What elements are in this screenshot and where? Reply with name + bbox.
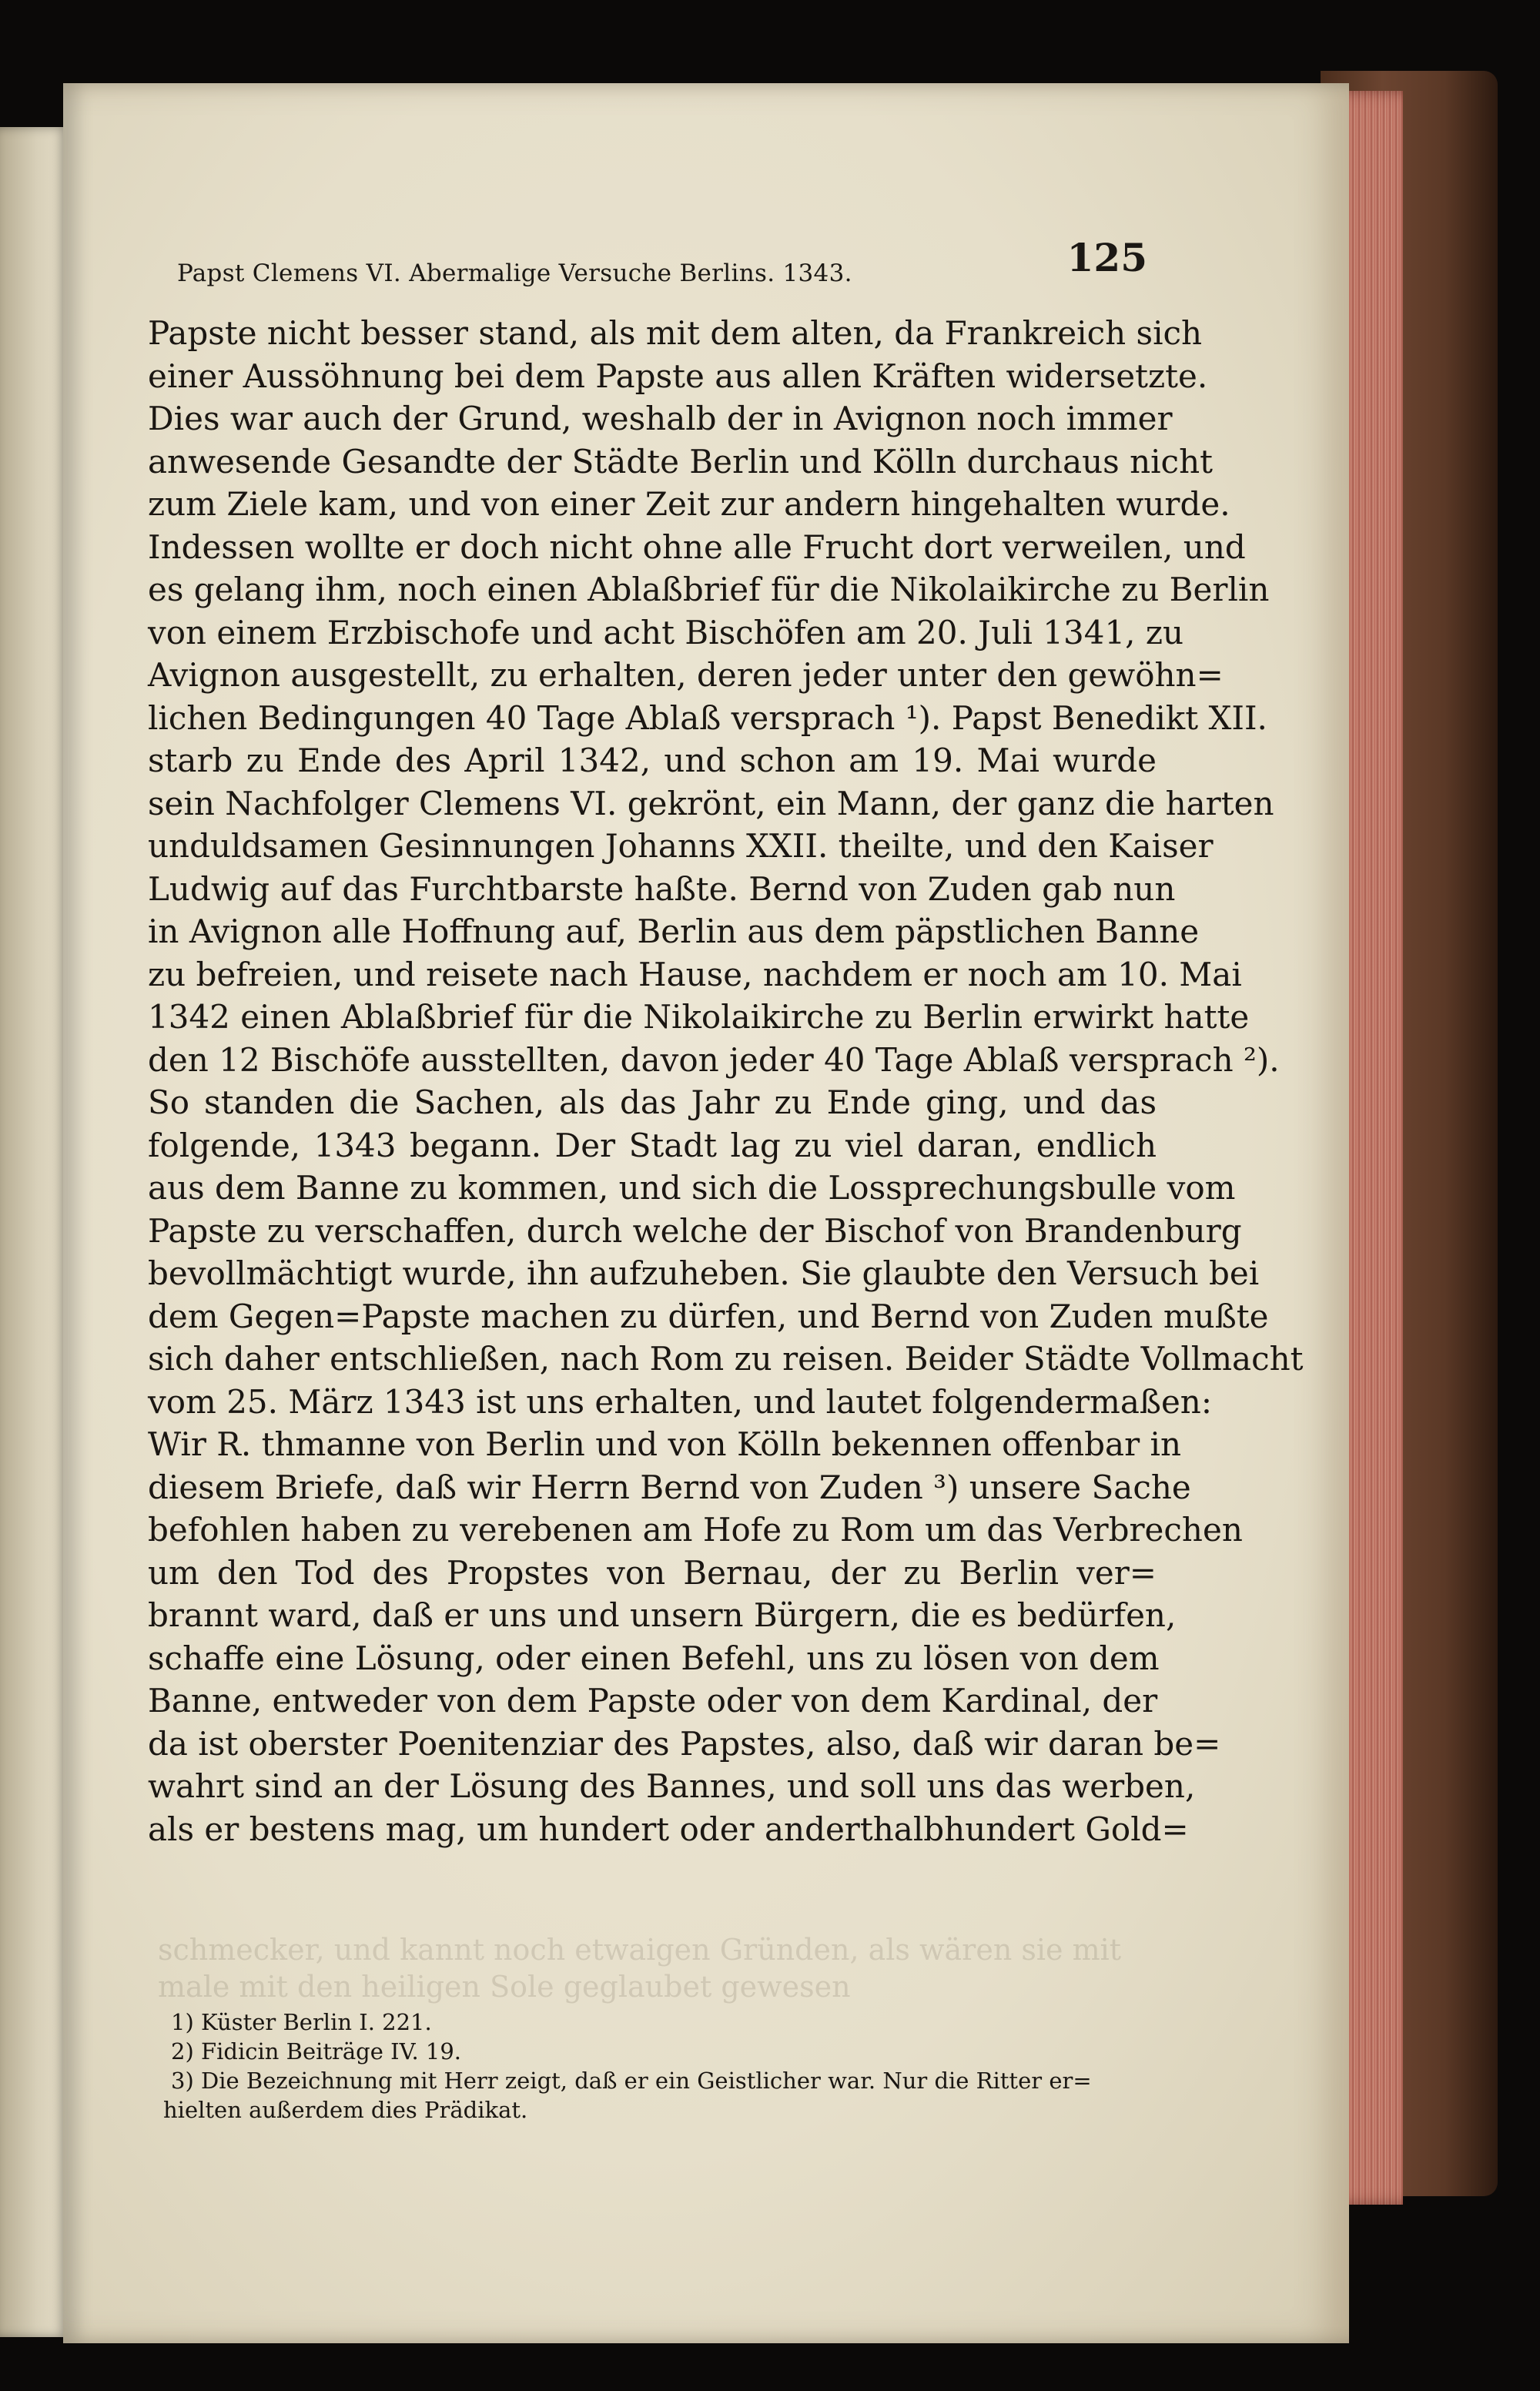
text-line: es gelang ihm, noch einen Ablaßbrief für die Nikolaikirche zu Berlin	[148, 571, 1270, 608]
text-line: So standen die Sachen, als das Jahr zu Ende ging, und das	[148, 1083, 1157, 1121]
text-line: um den Tod des Propstes von Bernau, der zu Berlin ver=	[148, 1553, 1157, 1592]
bleed-line: male mit den heiligen Sole geglaubet gewesen	[158, 1970, 851, 2004]
text-line: Dies war auch der Grund, weshalb der in Avignon noch immer	[148, 400, 1173, 437]
text-line: in Avignon alle Hoffnung auf, Berlin aus dem päpstlichen Banne	[148, 913, 1200, 950]
text-line: zu befreien, und reisete nach Hause, nachdem er noch am 10. Mai	[148, 955, 1242, 993]
text-line: schaffe eine Lösung, oder einen Befehl, uns zu lösen von dem	[148, 1639, 1160, 1677]
text-line: brannt ward, daß er uns und unsern Bürgern, die es bedürfen,	[148, 1596, 1177, 1634]
text-line: folgende, 1343 begann. Der Stadt lag zu viel daran, endlich	[148, 1126, 1157, 1164]
text-line: anwesende Gesandte der Städte Berlin und Kölln durchaus nicht	[148, 442, 1214, 481]
text-line: befohlen haben zu verebenen am Hofe zu Rom um das Verbrechen	[148, 1511, 1243, 1549]
text-line: einer Aussöhnung bei dem Papste aus allen Kräften widersetzte.	[148, 357, 1208, 395]
body-text	[148, 312, 1304, 1850]
footnote: 1) Küster Berlin I. 221.	[171, 2009, 432, 2035]
left-page-edge	[0, 127, 68, 2337]
running-head: Papst Clemens VI. Abermalige Versuche Berlins. 1343.	[177, 260, 852, 287]
text-line: von einem Erzbischofe und acht Bischöfen am 20. Juli 1341, zu	[148, 613, 1184, 651]
footnote: 3) Die Bezeichnung mit Herr zeigt, daß er ein Geistlicher war. Nur die Ritter er=	[171, 2068, 1092, 2094]
text-line: sein Nachfolger Clemens VI. gekrönt, ein Mann, der ganz die harten	[148, 784, 1274, 822]
footnote: hielten außerdem dies Prädikat.	[163, 2097, 528, 2123]
text-line: vom 25. März 1343 ist uns erhalten, und lautet folgendermaßen:	[148, 1382, 1213, 1421]
text-line: zum Ziele kam, und von einer Zeit zur andern hingehalten wurde.	[148, 485, 1230, 523]
text-line: unduldsamen Gesinnungen Johanns XXII. theilte, und den Kaiser	[148, 827, 1214, 865]
footnotes	[163, 2008, 1187, 2125]
text-line: den 12 Bischöfe ausstellten, davon jeder 40 Tage Ablaß versprach ²).	[148, 1040, 1280, 1079]
text-line: wahrt sind an der Lösung des Bannes, und soll uns das werben,	[148, 1767, 1196, 1805]
text-line: Ludwig auf das Furchtbarste haßte. Bernd von Zuden gab nun	[148, 869, 1176, 908]
text-line: sich daher entschließen, nach Rom zu reisen. Beider Städte Vollmacht	[148, 1340, 1304, 1378]
text-line: Papste nicht besser stand, als mit dem alten, da Frankreich sich	[148, 314, 1203, 352]
text-line: Banne, entweder von dem Papste oder von dem Kardinal, der	[148, 1682, 1158, 1720]
text-line: starb zu Ende des April 1342, und schon am 19. Mai wurde	[148, 742, 1157, 779]
text-line: Avignon ausgestellt, zu erhalten, deren jeder unter den gewöhn=	[148, 656, 1224, 694]
footnote: 2) Fidicin Beiträge IV. 19.	[171, 2038, 462, 2064]
text-line: lichen Bedingungen 40 Tage Ablaß versprach ¹). Papst Benedikt XII.	[148, 698, 1267, 737]
text-line: Wir R. thmanne von Berlin und von Kölln bekennen offenbar in	[148, 1425, 1182, 1463]
bleed-line: schmecker, und kannt noch etwaigen Gründen, als wären sie mit	[158, 1933, 1122, 1967]
text-line: bevollmächtigt wurde, ihn aufzuheben. Sie glaubte den Versuch bei	[148, 1254, 1260, 1292]
page-header	[116, 235, 1147, 296]
text-line: Indessen wollte er doch nicht ohne alle Frucht dort verweilen, und	[148, 527, 1246, 566]
text-line: 1342 einen Ablaßbrief für die Nikolaikirche zu Berlin erwirkt hatte	[148, 998, 1250, 1036]
text-line: als er bestens mag, um hundert oder anderthalbhundert Gold=	[148, 1810, 1189, 1848]
text-line: da ist oberster Poenitenziar des Papstes, also, daß wir daran be=	[148, 1724, 1221, 1763]
text-line: diesem Briefe, daß wir Herrn Bernd von Zuden ³) unsere Sache	[148, 1468, 1191, 1506]
text-line: aus dem Banne zu kommen, und sich die Lossprechungsbulle vom	[148, 1169, 1236, 1207]
page-number: 125	[1066, 235, 1147, 280]
text-line: dem Gegen=Papste machen zu dürfen, und Bernd von Zuden mußte	[148, 1297, 1269, 1335]
bleed-through-text	[158, 1931, 1151, 2005]
text-line: Papste zu verschaffen, durch welche der Bischof von Brandenburg	[148, 1211, 1242, 1250]
